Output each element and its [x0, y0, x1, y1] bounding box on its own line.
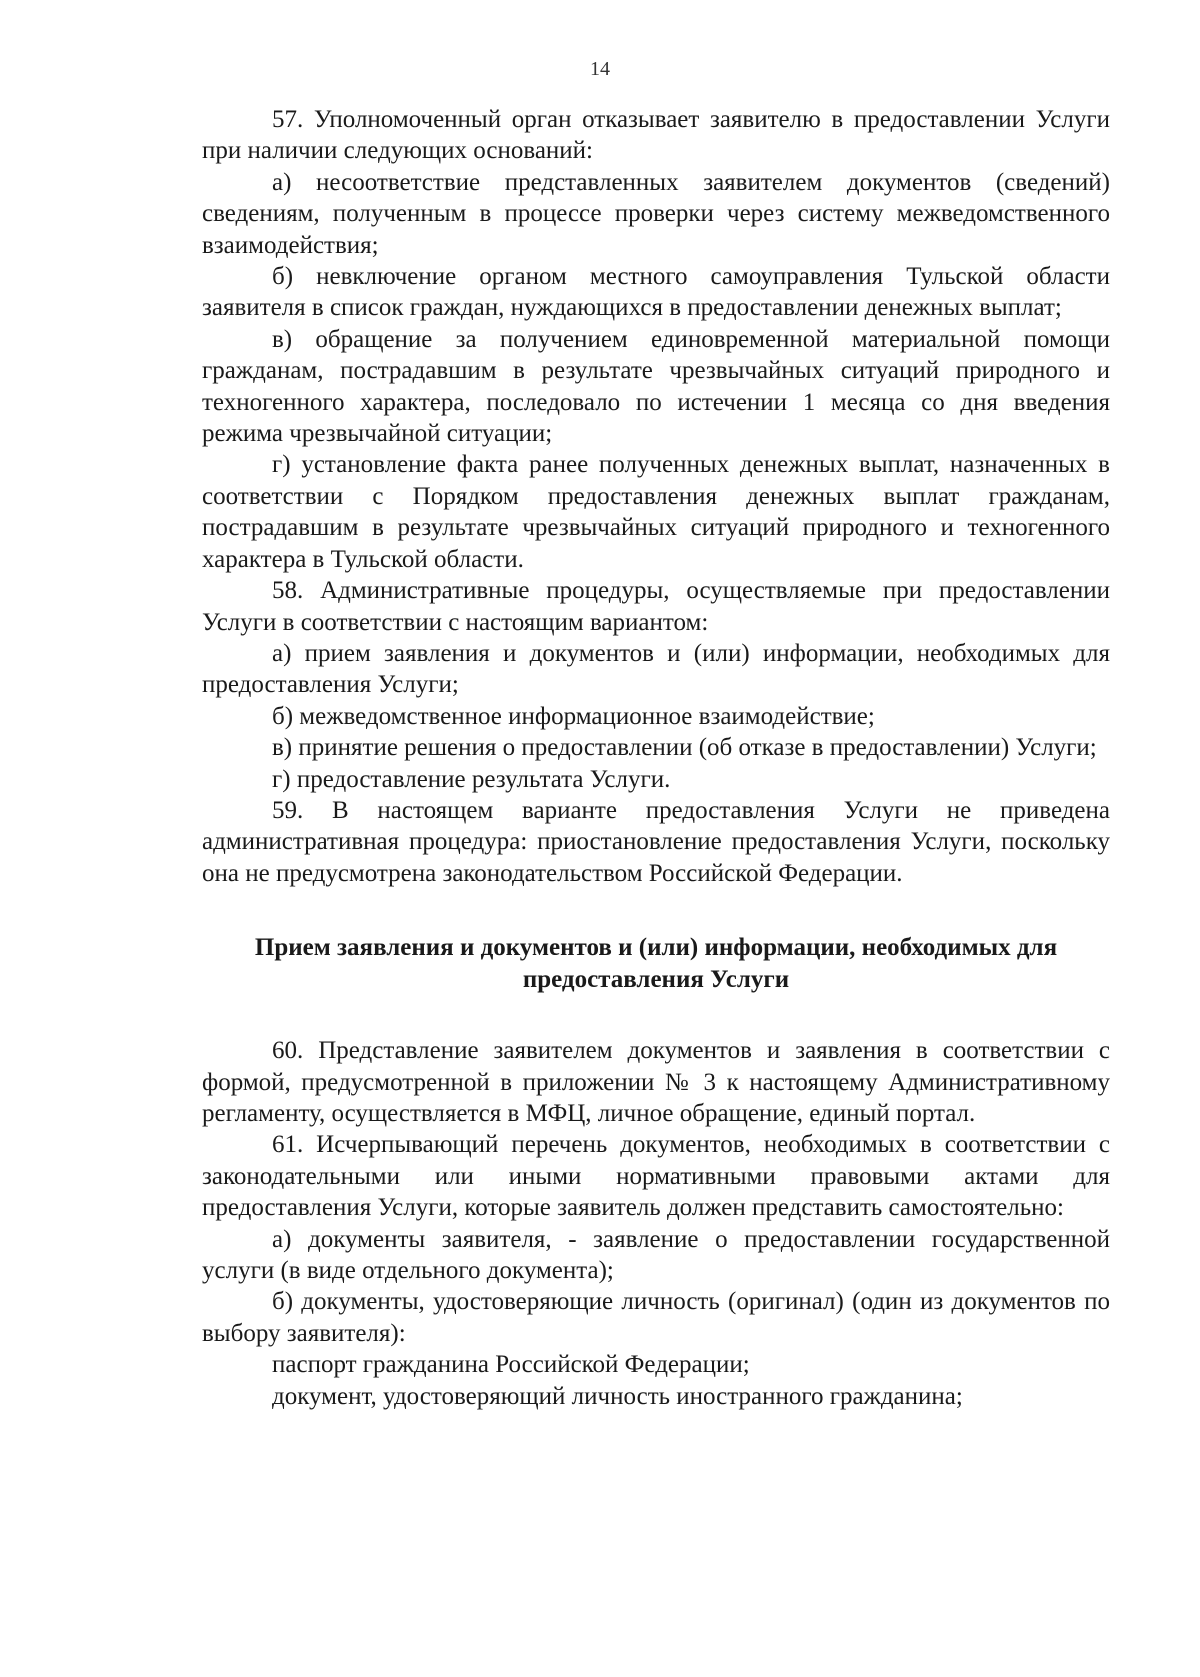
paragraph-61: 61. Исчерпывающий перечень документов, необходимых в соответствии с законодательными или иными нормативными правовыми актами для предоставления Услуги, которые заявитель должен представить самостоятельно: [202, 1131, 1110, 1222]
paragraph-57: 57. Уполномоченный орган отказывает заявителю в предоставлении Услуги при наличии следующих оснований: [202, 106, 1110, 165]
paragraph-58-v: в) принятие решения о предоставлении (об отказе в предоставлении) Услуги; [272, 734, 1097, 762]
page-number: 14 [590, 58, 610, 80]
paragraph-58-a: а) прием заявления и документов и (или) информации, необходимых для предоставления Услуги; [202, 639, 1110, 699]
section-heading: Прием заявления и документов и (или) информации, необходимых для предоставления Услуги [254, 934, 1058, 994]
paragraph-61-a: а) документы заявителя, - заявление о предоставлении государственной услуги (в виде отдельного документа); [202, 1225, 1110, 1284]
paragraph-60: 60. Представление заявителем документов и заявления в соответствии с формой, предусмотренной в приложении № 3 к настоящему Административному регламенту, осуществляется в МФЦ, личное обращение, единый портал. [202, 1037, 1110, 1127]
paragraph-57-b: б) невключение органом местного самоуправления Тульской области заявителя в список граждан, нуждающихся в предоставлении денежных выплат; [202, 263, 1110, 322]
list-item-foreign-id: документ, удостоверяющий личность иностранного гражданина; [272, 1382, 963, 1410]
list-item-passport: паспорт гражданина Российской Федерации; [272, 1351, 750, 1379]
paragraph-58-g: г) предоставление результата Услуги. [272, 765, 671, 793]
paragraph-57-v: в) обращение за получением единовременной материальной помощи гражданам, пострадавшим в результате чрезвычайных ситуаций природного и техногенного характера, последовало по истечении 1 месяца со дня введения режима чрезвычайной ситуации; [202, 325, 1110, 448]
document-body [202, 104, 1110, 1412]
paragraph-58-b: б) межведомственное информационное взаимодействие; [272, 702, 875, 730]
paragraph-57-a: а) несоответствие представленных заявителем документов (сведений) сведениям, полученным в процессе проверки через систему межведомственного взаимодействия; [202, 168, 1110, 259]
paragraph-59: 59. В настоящем варианте предоставления Услуги не приведена административная процедура: приостановление предоставления Услуги, поскольку она не предусмотрена законодательством Российской Федерации. [202, 796, 1110, 887]
paragraph-61-b: б) документы, удостоверяющие личность (оригинал) (один из документов по выбору заявителя): [202, 1288, 1110, 1347]
paragraph-57-g: г) установление факта ранее полученных денежных выплат, назначенных в соответствии с Порядком предоставления денежных выплат гражданам, пострадавшим в результате чрезвычайных ситуаций природного и техногенного характера в Тульской области. [202, 451, 1110, 573]
paragraph-58: 58. Административные процедуры, осуществляемые при предоставлении Услуги в соответствии с настоящим вариантом: [202, 577, 1110, 636]
